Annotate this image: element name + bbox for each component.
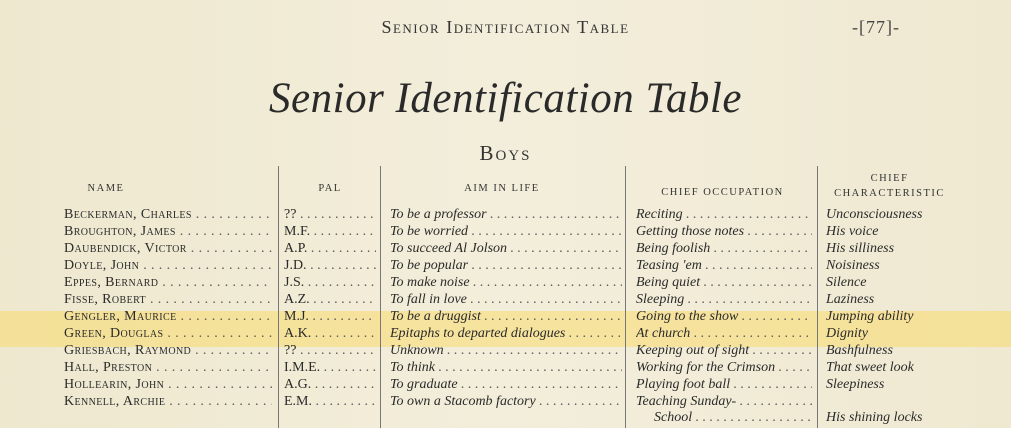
characteristic-cell: Silence [826, 275, 867, 290]
characteristic-cell: His silliness [826, 241, 895, 256]
name-cell: Gengler, Maurice . . . [64, 309, 272, 325]
table-row [0, 360, 1011, 376]
characteristic-cell: His shining locks [826, 410, 923, 425]
name-cell: Griesbach, Raymond . . . [64, 343, 272, 359]
occupation-cell: Getting those notes . . . [636, 224, 812, 240]
name-cell: Green, Douglas . . . [64, 326, 272, 342]
table-row [0, 275, 1011, 291]
aim-cell: To graduate . . . [390, 377, 622, 393]
aim-cell: To think . . . [390, 360, 622, 376]
name-cell: Kennell, Archie . . . [64, 394, 272, 410]
occupation-cell: Being quiet . . . [636, 275, 812, 291]
characteristic-cell: His voice [826, 224, 879, 239]
occupation-cell: Working for the Crimson . . . [636, 360, 812, 376]
pal-cell: ?? . . . [284, 343, 376, 359]
occupation-cell: Teaching Sunday- . . . [636, 394, 812, 410]
column-header-name: NAME [87, 183, 125, 194]
name-cell: Beckerman, Charles . . . [64, 207, 272, 223]
name-cell: Fisse, Robert . . . [64, 292, 272, 308]
pal-cell: ?? . . . [284, 207, 376, 223]
occupation-cell: Being foolish . . . [636, 241, 812, 257]
page-title: Senior Identification Table [269, 75, 742, 122]
column-header-pal: PAL [318, 183, 342, 194]
characteristic-cell: Laziness [826, 292, 875, 307]
characteristic-cell: Noisiness [826, 258, 880, 273]
name-cell: Hall, Preston . . . [64, 360, 272, 376]
occupation-cell: At church . . . [636, 326, 812, 342]
aim-cell: To own a Stacomb factory . . . [390, 394, 622, 410]
occupation-cell: School . . . [654, 410, 812, 426]
table-row [0, 241, 1011, 257]
pal-cell: M.F. . . . [284, 224, 376, 240]
pal-cell: A.Z. . . . [284, 292, 376, 308]
occupation-cell: Reciting . . . [636, 207, 812, 223]
aim-cell: To be worried . . . [390, 224, 622, 240]
pal-cell: A.P. . . . [284, 241, 376, 257]
pal-cell: J.D. . . . [284, 258, 376, 274]
column-header-characteristic-line1: CHIEF [870, 173, 909, 184]
name-cell: Hollearin, John . . . [64, 377, 272, 393]
column-header-occupation: CHIEF OCCUPATION [661, 187, 784, 198]
table-row [0, 224, 1011, 240]
characteristic-cell: That sweet look [826, 360, 914, 375]
pal-cell: M.J. . . . [284, 309, 376, 325]
table-row-continuation [0, 410, 1011, 426]
table-row [0, 258, 1011, 274]
aim-cell: To be a professor . . . [390, 207, 622, 223]
pal-cell: A.G. . . . [284, 377, 376, 393]
table-row [0, 292, 1011, 308]
occupation-cell: Keeping out of sight . . . [636, 343, 812, 359]
page-number: -[77]- [852, 17, 900, 37]
column-header-aim: AIM IN LIFE [464, 183, 540, 194]
pal-cell: J.S. . . . [284, 275, 376, 291]
table-row [0, 207, 1011, 223]
table-row [0, 343, 1011, 359]
aim-cell: To be popular . . . [390, 258, 622, 274]
characteristic-cell: Dignity [826, 326, 868, 341]
section-title: Boys [479, 141, 532, 165]
name-cell: Broughton, James . . . [64, 224, 272, 240]
occupation-cell: Going to the show . . . [636, 309, 812, 325]
pal-cell: I.M.E. . . . [284, 360, 376, 376]
table-row [0, 394, 1011, 410]
characteristic-cell: Unconsciousness [826, 207, 923, 222]
occupation-cell: Playing foot ball . . . [636, 377, 812, 393]
occupation-cell: Teasing 'em . . . [636, 258, 812, 274]
aim-cell: To fall in love . . . [390, 292, 622, 308]
table-row [0, 326, 1011, 342]
name-cell: Daubendick, Victor . . . [64, 241, 272, 257]
pal-cell: A.K. . . . [284, 326, 376, 342]
characteristic-cell: Sleepiness [826, 377, 885, 392]
characteristic-cell: Bashfulness [826, 343, 893, 358]
aim-cell: To make noise . . . [390, 275, 622, 291]
aim-cell: To succeed Al Jolson . . . [390, 241, 622, 257]
table-row [0, 377, 1011, 393]
running-header: Senior Identification Table [381, 17, 630, 37]
aim-cell: Unknown . . . [390, 343, 622, 359]
name-cell: Doyle, John . . . [64, 258, 272, 274]
column-header-characteristic-line2: CHARACTERISTIC [834, 188, 945, 199]
aim-cell: Epitaphs to departed dialogues . . . [390, 326, 622, 342]
aim-cell: To be a druggist . . . [390, 309, 622, 325]
occupation-cell: Sleeping . . . [636, 292, 812, 308]
characteristic-cell: Jumping ability [826, 309, 914, 324]
name-cell: Eppes, Bernard . . . [64, 275, 272, 291]
pal-cell: E.M. . . . [284, 394, 376, 410]
table-row [0, 309, 1011, 325]
